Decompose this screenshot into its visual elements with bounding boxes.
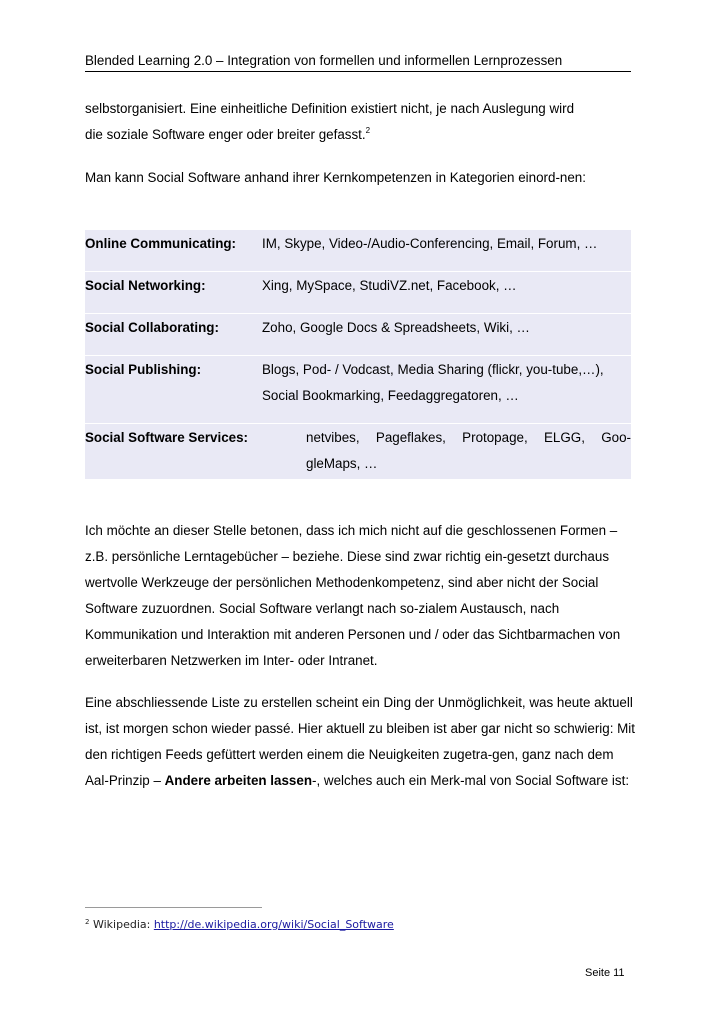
- category-value: netvibes, Pageflakes, Protopage, ELGG, Goo-gleMaps, …: [306, 430, 631, 471]
- category-cell: [85, 424, 631, 480]
- table-row: [85, 424, 631, 480]
- category-value: IM, Skype, Video-/Audio-Conferencing, Email, Forum, …: [262, 230, 631, 272]
- table-row: [85, 314, 631, 356]
- footnote-divider: [85, 907, 262, 908]
- list-text-after: -, welches auch ein Merk-mal von Social Software ist:: [312, 773, 630, 788]
- category-key: Social Collaborating:: [85, 314, 262, 356]
- footnote-reference[interactable]: 2: [365, 126, 371, 135]
- category-key: Social Software Services:: [85, 430, 248, 445]
- closed-forms-paragraph: Ich möchte an dieser Stelle betonen, dass ich mich nicht auf die geschlossenen Formen – z.B. persönliche Lerntagebücher – beziehe. Diese sind zwar richtig ein-gesetzt durchaus wertvolle Werkzeuge der persönlichen Methodenkompetenz, sind aber nicht der Social Software zuzuordnen. Social Software verlangt nach so-zialem Austausch, nach Kommunikation und Interaktion mit anderen Personen und / oder das Sichtbarmachen von erweiterbaren Netzwerken im Inter- oder Intranet.: [85, 523, 621, 668]
- footnote: [85, 918, 394, 931]
- page-number: Seite 11: [585, 967, 625, 979]
- footnote-link[interactable]: http://de.wikipedia.org/wiki/Social_Software: [153, 918, 394, 931]
- table-row: [85, 356, 631, 424]
- category-value: Blogs, Pod- / Vodcast, Media Sharing (flickr, you-tube,…), Social Bookmarking, Feedaggregatoren, …: [262, 356, 631, 424]
- category-value: Xing, MySpace, StudiVZ.net, Facebook, …: [262, 272, 631, 314]
- aal-principle-emphasis: Andere arbeiten lassen: [164, 773, 312, 788]
- footnote-number: 2: [85, 918, 90, 926]
- intro-line-2: die soziale Software enger oder breiter gefasst.: [85, 127, 366, 142]
- intro-line-1: selbstorganisiert. Eine einheitliche Definition existiert nicht, je nach Auslegung wird: [85, 101, 575, 116]
- table-row: [85, 230, 631, 272]
- category-key: Social Networking:: [85, 272, 262, 314]
- category-key: Online Communicating:: [85, 230, 262, 272]
- category-value: Zoho, Google Docs & Spreadsheets, Wiki, …: [262, 314, 631, 356]
- intro-paragraph: [85, 96, 635, 148]
- table-row: [85, 272, 631, 314]
- category-key: Social Publishing:: [85, 356, 262, 424]
- list-text-before: Eine abschliessende Liste zu erstellen scheint ein Ding der Unmöglichkeit, was heute aktuell ist, ist morgen schon wieder passé. Hier aktuell zu bleiben ist aber gar nicht so schwierig: Mit den richtigen Feeds gefüttert werden einem die Neuigkeiten zugetra-gen, ganz nach dem Aal-Prinzip –: [85, 695, 636, 788]
- categories-intro-paragraph: Man kann Social Software anhand ihrer Kernkompetenzen in Kategorien einord-nen:: [85, 170, 586, 185]
- list-paragraph: [85, 690, 637, 794]
- footnote-label: Wikipedia:: [92, 918, 151, 931]
- categories-table: [85, 230, 631, 479]
- running-header: Blended Learning 2.0 – Integration von formellen und informellen Lernprozessen: [85, 52, 631, 72]
